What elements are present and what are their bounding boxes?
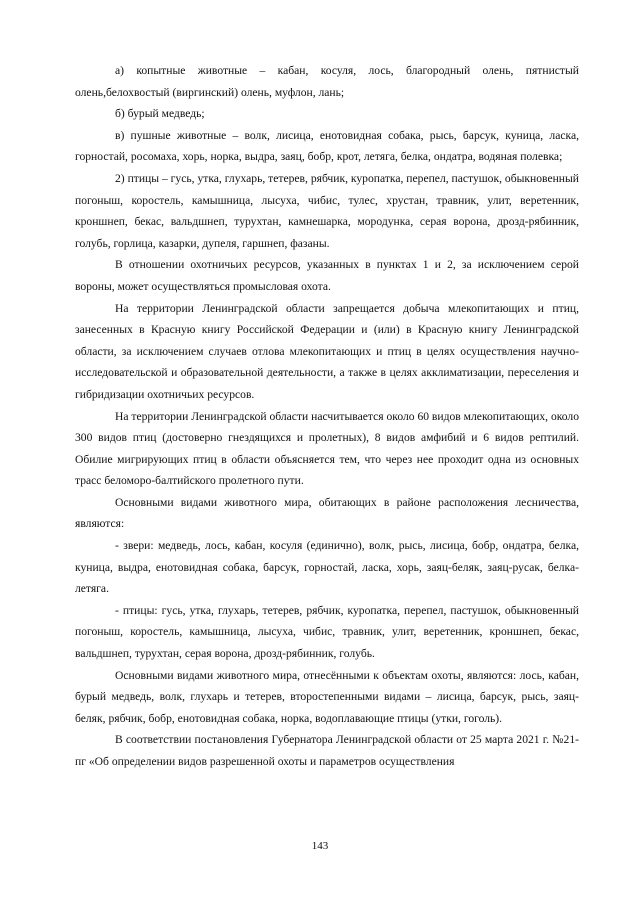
body-text [75,60,579,773]
paragraph-hunting-objects: Основными видами животного мира, отнесёнными к объектам охоты, являются: лось, кабан, бурый медведь, волк, глухарь и тетерев, второстепенными видами – лисица, барсук, рысь, заяц-беляк, рябчик, бобр, енотовидная собака, норка, водоплавающие птицы (утки, гоголь). [75,668,579,725]
paragraph-brown-bear: б) бурый медведь; [115,107,205,121]
paragraph-red-book-ban: На территории Ленинградской области запрещается добыча млекопитающих и птиц, занесенных в Красную книгу Российской Федерации и (или) в Красную книгу Ленинградской области, за исключением случаев отлова млекопитающих и птиц в целях осуществления научно-исследовательской и образовательной деятельности, а также в целях акклиматизации, переселения и гибридизации охотничьих ресурсов. [75,301,579,401]
paragraph-commercial-hunting: В отношении охотничьих ресурсов, указанных в пунктах 1 и 2, за исключением серой вороны, может осуществляться промысловая охота. [75,258,579,293]
paragraph-birds: 2) птицы – гусь, утка, глухарь, тетерев, рябчик, куропатка, перепел, пастушок, обыкновенный погоныш, коростель, камышница, лысуха, чибис, тулес, хрустан, травник, улит, веретенник, кроншнеп, бекас, вальдшнеп, турухтан, камнешарка, мородунка, серая ворона, дрозд-рябинник, голубь, горлица, казарки, дупеля, гаршнеп, фазаны. [75,171,579,250]
paragraph-fur-animals: в) пушные животные – волк, лисица, енотовидная собака, рысь, барсук, куница, ласка, горностай, росомаха, хорь, норка, выдра, заяц, бобр, крот, летяга, белка, ондатра, водяная полевка; [75,128,579,164]
paragraph-governor-decree: В соответствии постановления Губернатора Ленинградской области от 25 марта 2021 г. №21-пг «Об определении видов разрешенной охоты и параметров осуществления [75,733,579,768]
paragraph-hoofed-animals: а) копытные животные – кабан, косуля, лось, благородный олень, пятнистый олень,белохвостый (виргинский) олень, муфлон, лань; [75,64,579,99]
paragraph-species-count: На территории Ленинградской области насчитывается около 60 видов млекопитающих, около 300 видов птиц (достоверно гнездящихся и пролетных), 8 видов амфибий и 6 видов рептилий. Обилие мигрирующих птиц в области объясняется тем, что через нее проходит одна из основных трасс беломоро-балтийского пролетного пути. [75,409,580,488]
page-number: 143 [311,840,329,852]
paragraph-birds-list: - птицы: гусь, утка, глухарь, тетерев, рябчик, куропатка, перепел, пастушок, обыкновенный погоныш, коростель, камышница, лысуха, чибис, травник, улит, веретенник, кроншнеп, бекас, вальдшнеп, турухтан, серая ворона, дрозд-рябинник, голубь. [75,603,579,661]
paragraph-main-species-intro: Основными видами животного мира, обитающих в районе расположения лесничества, являются: [75,495,579,531]
paragraph-mammals-list: - звери: медведь, лось, кабан, косуля (единично), волк, рысь, лисица, бобр, ондатра, белка, куница, выдра, енотовидная собака, барсук, горностай, ласка, хорь, заяц-беляк, заяц-русак, белка-летяга. [75,539,579,596]
